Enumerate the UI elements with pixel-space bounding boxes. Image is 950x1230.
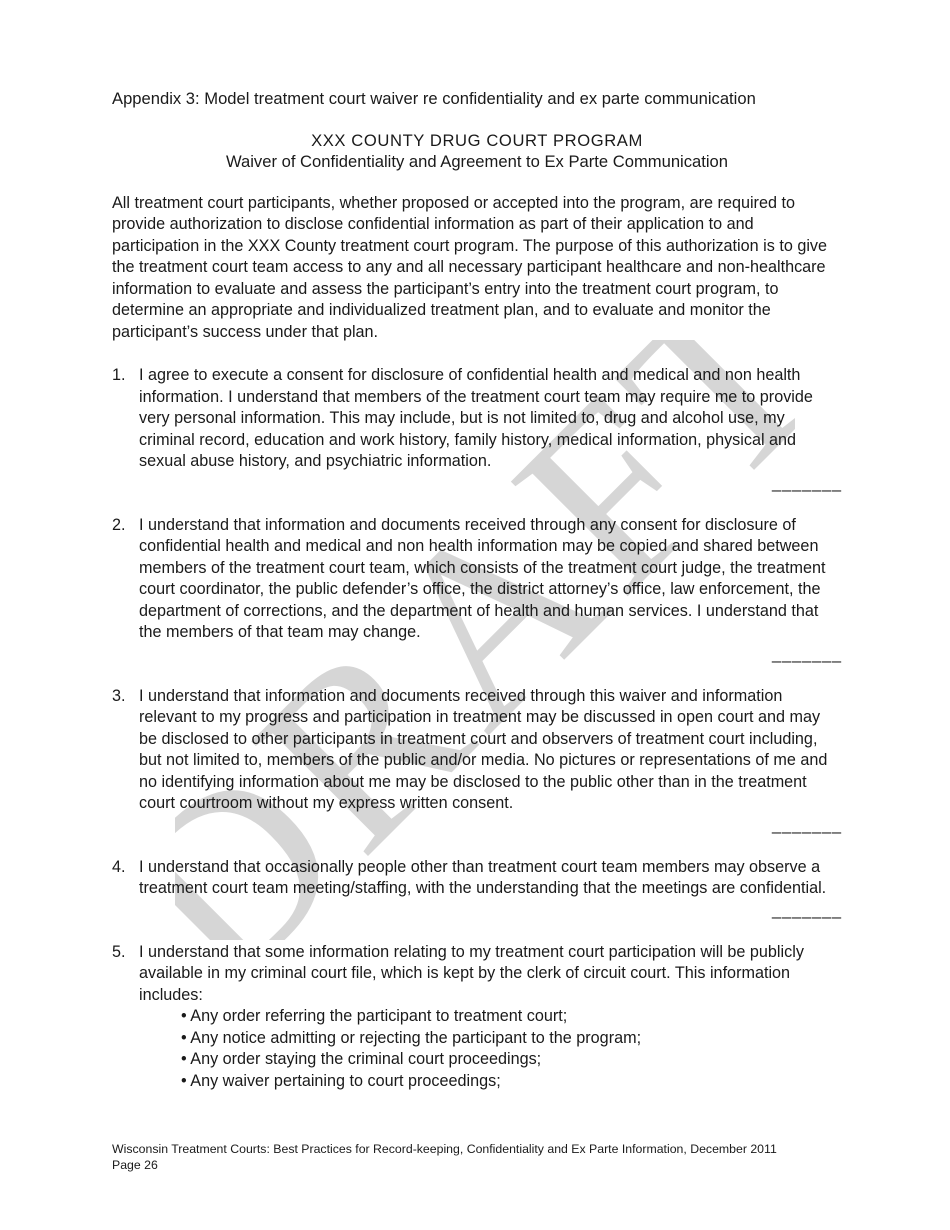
initials-line[interactable]: _______ (771, 644, 842, 663)
public-info-item: • Any notice admitting or rejecting the participant to the program; (181, 1028, 642, 1047)
initials-line[interactable]: _______ (771, 815, 842, 834)
list-item-text: I agree to execute a consent for disclosure of confidential health and medical and non health information. I understand that members of the treatment court team may require me to provide very personal information. This may include, but is not limited to, drug and alcohol use, my criminal record, education and work history, family history, medical information, physical and sexual abuse history, and psychiatric information. (139, 366, 813, 470)
list-item-text: I understand that information and documents received through any consent for disclosure of confidential health and medical and non health information may be copied and shared between members of the treatment court team, which consists of the treatment court judge, the treatment court coordinator, the public defender’s office, the district attorney’s office, law enforcement, the department of corrections, and the department of health and human services. I understand that the members of that team may change. (139, 515, 826, 641)
list-item-4 (112, 857, 842, 900)
public-info-item: • Any order referring the participant to treatment court; (181, 1007, 568, 1025)
list-item-number: 4. (112, 857, 126, 876)
list-item-text: I understand that information and documents received through this waiver and information relevant to my progress and participation in treatment may be discussed in open court and may be disclosed to other participants in treatment court and observers of treatment court including, but not limited to, members of the public and/or media. No pictures or representations of me and no identifying information about me may be disclosed to the public other than in the treatment court courtroom without my express written consent. (139, 686, 828, 812)
list-item-5 (112, 942, 842, 1093)
draft-watermark-text: DRAFT (175, 340, 795, 940)
initials-line[interactable]: _______ (771, 900, 842, 919)
public-info-item: • Any waiver pertaining to court proceedings; (181, 1071, 501, 1090)
doc-title: XXX COUNTY DRUG COURT PROGRAM (311, 130, 643, 150)
list-item-number: 2. (112, 515, 126, 534)
list-item-2 (112, 515, 842, 644)
intro-paragraph: All treatment court participants, whether proposed or accepted into the program, are required to provide authorization to disclose confidential information as part of their application to and participation in the XXX County treatment court program. The purpose of this authorization is to give the treatment court team access to any and all necessary participant healthcare and non-healthcare information to evaluate and assess the participant’s entry into the treatment court program, to determine an appropriate and individualized treatment plan, and to evaluate and monitor the participant’s success under that plan. (112, 193, 828, 341)
document-body (112, 88, 842, 1092)
appendix-title: Appendix 3: Model treatment court waiver re confidentiality and ex parte communication (112, 89, 756, 108)
public-info-item: • Any order staying the criminal court proceedings; (181, 1050, 542, 1068)
page-footer (112, 1141, 777, 1173)
public-info-list (139, 1006, 842, 1092)
list-item-text: I understand that some information relating to my treatment court participation will be publicly available in my criminal court file, which is kept by the clerk of circuit court. This information includes: (139, 942, 804, 1004)
initials-line[interactable]: _______ (771, 473, 842, 492)
list-item-number: 3. (112, 686, 126, 705)
list-item-number: 1. (112, 366, 126, 384)
list-item-1 (112, 365, 842, 473)
list-item-text: I understand that occasionally people other than treatment court team members may observe a treatment court team meeting/staffing, with the understanding that the meetings are confidential. (139, 857, 827, 897)
footer-source: Wisconsin Treatment Courts: Best Practices for Record-keeping, Confidentiality and Ex Parte Information, December 2011 (112, 1142, 777, 1156)
list-item-number: 5. (112, 942, 126, 961)
footer-page-number: Page 26 (112, 1158, 158, 1172)
list-item-3 (112, 686, 842, 815)
doc-subtitle: Waiver of Confidentiality and Agreement to Ex Parte Communication (225, 152, 729, 171)
